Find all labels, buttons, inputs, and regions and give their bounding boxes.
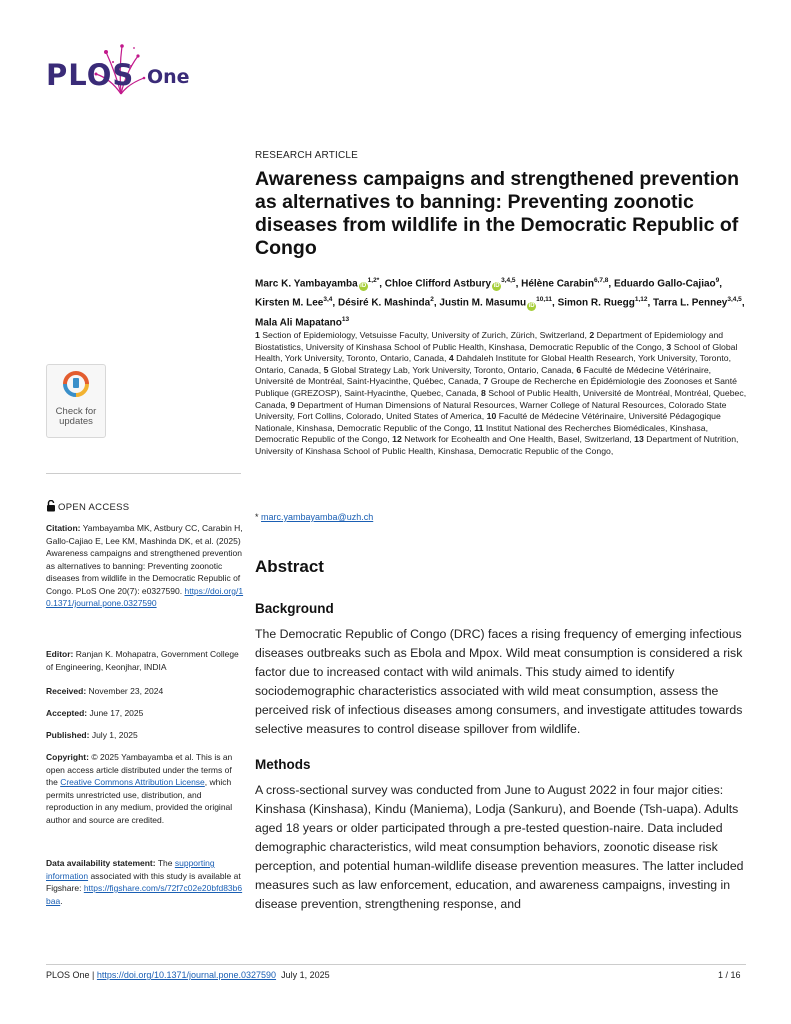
author-list: Marc K. Yambayamba $iD^{1,2*}$, Chloe Clifford Astbury iD$^{3,4,5}$, Hélène Carabin$^{6,7,8}$, Eduardo Gallo-Cajiao$^9$, Kirsten M. Lee$^{3,4}$, Désiré K. Mashinda$^2$, Justin M. Masumu iD$^{10,11}$, Simon R. Ruegg$^{1,12}$, Tarra L. Penney$^{3,4,5}$, Mala Ali Mapatano$^{13}$	[255, 277, 745, 328]
affiliation-text: Section of Epidemiology, Vetsuisse Faculty, University of Zurich, Zürich, Switzerland,	[262, 330, 587, 340]
author-name[interactable]: Marc K. Yambayamba	[255, 278, 358, 290]
copyright-block	[46, 751, 244, 826]
journal-logo-word: PLOS	[46, 58, 135, 92]
author-name[interactable]: Justin M. Masumu	[439, 297, 527, 309]
affiliation-text: Network for Ecohealth and One Health, Basel, Switzerland,	[404, 434, 632, 445]
affiliation-number: 11	[474, 422, 484, 433]
author-affiliation-sup: 3,4,5	[501, 277, 516, 284]
citation-block	[46, 522, 244, 610]
corresponding-marker: *	[255, 512, 259, 522]
page-number: 1 / 16	[718, 970, 741, 980]
affiliation-text: Department of Human Dimensions of Natural Resources, Warner College of Natural Resources, Colorado State University, Fort Collins, Colorado, United States of America,	[255, 399, 727, 422]
accepted-date: June 17, 2025	[89, 708, 144, 718]
author-affiliation-sup: 1,2*	[367, 277, 380, 284]
footer-journal: PLOS One	[46, 970, 90, 980]
author-affiliation-sup: 3,4,5	[727, 296, 742, 304]
author-name[interactable]: Kirsten M. Lee	[255, 297, 324, 309]
supporting-info-link[interactable]: supporting information	[46, 858, 215, 881]
author-affiliation-sup: 13	[341, 315, 350, 323]
author-name[interactable]: Simon R. Ruegg	[557, 297, 635, 309]
open-access-label: OPEN ACCESS	[58, 502, 130, 513]
affiliation-text: Faculté de Médecine Vétérinaire, Université Pédagogique Nationale, Kinshasa, Democratic Republic of the Congo,	[255, 411, 721, 433]
affiliation-text: Institut National des Recherches Biomédicales, Kinshasa, Democratic Republic of the Congo,	[255, 422, 708, 445]
affiliation-number: 12	[392, 434, 402, 445]
affiliation-text: School of Public Health, Université de Montréal, Montréal, Quebec, Canada,	[255, 387, 747, 410]
author-affiliation-sup: 3,4	[323, 296, 333, 304]
data-text-2: associated with this study is available at Figshare:	[46, 870, 241, 893]
journal-logo-suffix: One	[147, 66, 190, 88]
corresponding-author	[255, 512, 373, 522]
sidebar-divider	[46, 473, 241, 474]
affiliation-number: 2	[589, 330, 595, 340]
affiliation-text: Department of Nutrition, University of Kinshasa School of Public Health, Kinshasa, Democratic Republic of the Congo,	[255, 434, 739, 456]
methods-heading: Methods	[255, 757, 311, 772]
editor-text: Ranjan K. Mohapatra, Government College of Engineering, Keonjhar, INDIA	[46, 649, 239, 672]
affiliation-number: 6	[576, 364, 582, 375]
author-name[interactable]: Hélène Carabin	[521, 278, 594, 290]
check-updates-icon	[63, 371, 89, 397]
footer-doi-link[interactable]: https://doi.org/10.1371/journal.pone.0327590	[96, 970, 277, 980]
check-updates-label-2: updates	[59, 416, 93, 427]
accepted-label: Accepted:	[46, 708, 88, 718]
article-title: Awareness campaigns and strengthened prevention as alternatives to banning: Preventing zoonotic diseases from wildlife in the Democratic Republic of Congo	[255, 168, 740, 259]
affiliation-number: 1	[255, 330, 260, 340]
cc-license-link[interactable]: Creative Commons Attribution License	[60, 777, 205, 787]
published-date: July 1, 2025	[91, 730, 138, 740]
affiliation-number: 3	[666, 341, 672, 352]
author-name[interactable]: Désiré K. Mashinda	[337, 297, 431, 309]
page-footer	[46, 970, 330, 980]
affiliation-text: School of Global Health, York University, Toronto, Ontario, Canada,	[255, 341, 738, 364]
copyright-text-1: © 2025 Yambayamba et al. This is an open access article distributed under the terms of the	[46, 752, 233, 787]
affiliation-list	[255, 330, 750, 458]
copyright-text-2: , which permits unrestricted use, distribution, and reproduction in any medium, provided the original author and source are credited.	[46, 777, 233, 825]
affiliation-number: 10	[486, 411, 497, 422]
author-name[interactable]: Tarra L. Penney	[653, 297, 728, 309]
author-name[interactable]: Eduardo Gallo-Cajiao	[613, 278, 716, 290]
corresponding-email-link[interactable]: marc.yambayamba@uzh.ch	[261, 512, 374, 522]
affiliation-number: 8	[481, 387, 486, 398]
affiliation-number: 4	[448, 353, 454, 364]
footer-separator: |	[92, 970, 95, 980]
check-for-updates-button[interactable]	[46, 364, 106, 438]
methods-text: A cross-sectional survey was conducted from June to August 2022 in four major cities: Kinshasa (Kinshasa), Kindu (Maniema), Lodja (Sankuru), and Boende (Tsh-uapa). Adults aged 18 years or older participated through a pre-tested question-naire. Data included demographic characteristics, wild meat consumption behaviors, zoonotic disease risk perception, and potential human-wildlife disease prevention measures. The latter included measures such as law enforcement, education, and awareness campaigns, investing in disease prevention, strengthening response, and	[255, 783, 744, 911]
editor-label: Editor:	[46, 649, 74, 659]
article-type: RESEARCH ARTICLE	[255, 150, 359, 161]
author-name[interactable]: Chloe Clifford Astbury	[384, 278, 492, 290]
affiliation-number: 7	[483, 376, 489, 387]
affiliation-number: 9	[290, 399, 296, 410]
affiliation-number: 5	[323, 364, 329, 375]
data-text-1: The	[157, 858, 173, 868]
orcid-icon[interactable]: iD	[360, 283, 367, 290]
open-lock-icon	[46, 500, 56, 512]
published-label: Published:	[46, 730, 90, 740]
footer-date: July 1, 2025	[281, 970, 330, 980]
affiliation-text: Department of Epidemiology and Biostatistics, University of Kinshasa School of Public Health, Kinshasa, Democratic Republic of the Congo,	[255, 330, 724, 352]
affiliation-text: Groupe de Recherche en Épidémiologie des Zoonoses et Santé Publique (GREZOSP), Saint-Hyacinthe, Quebec, Canada,	[255, 376, 737, 398]
received-date: November 23, 2024	[88, 686, 164, 696]
background-heading: Background	[255, 601, 334, 616]
affiliation-text: Faculté de Médecine Vétérinaire, Université de Montréal, Saint-Hyacinthe, Québec, Canada,	[255, 364, 712, 387]
affiliation-number: 13	[634, 434, 644, 445]
check-updates-label-1: Check for	[55, 406, 97, 417]
accepted-block	[46, 707, 244, 720]
published-block	[46, 729, 244, 742]
author-affiliation-sup: 1,12	[634, 296, 648, 304]
author-name[interactable]: Mala Ali Mapatano	[255, 316, 342, 328]
received-label: Received:	[46, 686, 87, 696]
copyright-label: Copyright:	[46, 752, 89, 762]
open-access-badge	[46, 500, 129, 513]
orcid-icon[interactable]: iD	[528, 302, 535, 309]
data-availability-block	[46, 857, 244, 907]
orcid-icon[interactable]: iD	[493, 283, 500, 290]
author-affiliation-sup: 9	[715, 277, 720, 284]
data-text-3: .	[60, 895, 63, 906]
citation-label: Citation:	[46, 523, 81, 533]
affiliation-text: Dahdaleh Institute for Global Health Research, York University, Toronto, Ontario, Canada,	[255, 353, 732, 375]
affiliation-text: Global Strategy Lab, York University, Toronto, Ontario, Canada,	[330, 364, 574, 375]
footer-divider	[46, 964, 746, 965]
data-availability-label: Data availability statement:	[46, 858, 156, 868]
abstract-heading: Abstract	[255, 557, 324, 576]
received-block	[46, 685, 244, 698]
citation-text: Yambayamba MK, Astbury CC, Carabin H, Gallo-Cajiao E, Lee KM, Mashinda DK, et al. (2025) Awareness campaigns and strengthened prevention as alternatives to banning: Preventing zoonotic diseases from wildlife in the Democratic Republic of Congo. PLoS One 20(7): e0327590.	[46, 523, 243, 596]
editor-block	[46, 648, 244, 673]
background-text: The Democratic Republic of Congo (DRC) faces a rising frequency of emerging infectious diseases outbreaks such as Ebola and Mpox. Wild meat consumption is considered a risk factor due to increased contact with wild animals. This study aimed to identify sociodemographic characteristics associated with wild meat consumption, assess the perceived risk of infectious diseases among consumers, and investigate attitudes towards selective measures to control disease spillover from wildlife.	[255, 627, 743, 736]
author-affiliation-sup: 2	[430, 296, 434, 304]
figshare-link[interactable]: https://figshare.com/s/72f7c02e20bfd83b6baa	[46, 883, 243, 906]
citation-doi-link[interactable]: https://doi.org/10.1371/journal.pone.0327590	[46, 585, 244, 608]
author-affiliation-sup: 10,11	[536, 296, 553, 304]
author-affiliation-sup: 6,7,8	[593, 277, 609, 284]
